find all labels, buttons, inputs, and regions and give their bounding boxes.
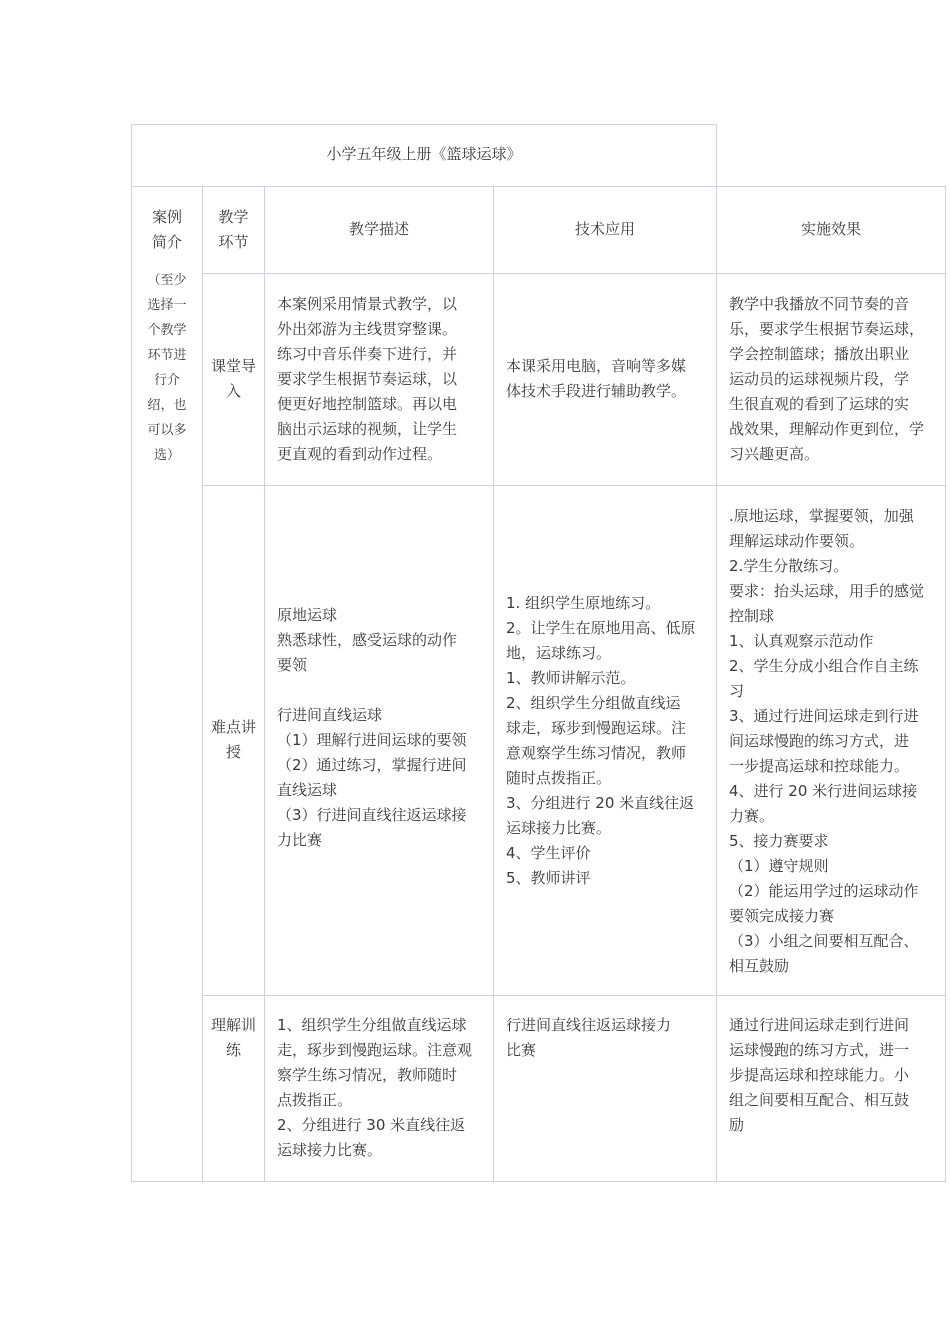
table-border-header-bottom [202, 273, 946, 274]
row-1-effect: 教学中我播放不同节奏的音 乐，要求学生根据节奏运球， 学会控制篮球；播放出职业 运动员的运球视频片段，学 生很直观的看到了运球的实 战效果，理解动作更到位，学 习兴趣更高。 [729, 295, 925, 463]
row-3-effect: 通过行进间运球走到行进间 运球慢跑的练习方式，进一 步提高运球和控球能力。小 组之间要相互配合、相互鼓 励 [729, 1016, 910, 1134]
table-border-title-bottom [131, 186, 946, 187]
header-description: 教学描述 [348, 220, 409, 238]
header-stage: 教学 环节 [218, 208, 249, 251]
row-2-description: 原地运球 熟悉球性，感受运球的动作 要领 行进间直线运球 （1）理解行进间运球的要领 （2）通过练习，掌握行进间 直线运球 （3）行进间直线往返运球接 力比赛 [277, 606, 467, 849]
row-3-stage: 理解训 练 [210, 1016, 256, 1059]
row-2-stage: 难点讲 授 [210, 718, 256, 761]
table-border-top [131, 124, 717, 125]
row-3-technology: 行进间直线往返运球接力 比赛 [506, 1016, 672, 1059]
table-border-row1-bottom [202, 485, 946, 486]
row-1-stage: 课堂导 入 [210, 357, 256, 400]
row-1-description: 本案例采用情景式教学，以 外出郊游为主线贯穿整课。 练习中音乐伴奏下进行，并 要求学生根据节奏运球，以 便更好地控制篮球。再以电 脑出示运球的视频，让学生 更直观的看到动作过程。 [277, 295, 458, 463]
table-title [131, 142, 717, 167]
table-border-col3 [493, 186, 494, 1182]
intro-note: （至少 选择一 个教学 环节进 行介 绍，也 可以多 选） [147, 273, 187, 463]
table-title-text: 小学五年级上册《篮球运球》 [326, 145, 522, 163]
table-border-col4 [716, 124, 717, 1182]
intro-label: 案例 简介 [151, 208, 182, 251]
header-technology: 技术应用 [574, 220, 635, 238]
table-border-row2-bottom [202, 995, 946, 996]
table-border-right [945, 186, 946, 1182]
header-effect: 实施效果 [800, 220, 861, 238]
row-2-effect: .原地运球，掌握要领，加强 理解运球动作要领。 2.学生分散练习。 要求：抬头运球，用手的感觉 控制球 1、认真观察示范动作 2、学生分成小组合作自主练 习 3、通过行进间运球走到行进 间运球慢跑的练习方式，进 一步提高运球和控球能力。 4、进行 20 米行进间运球接 力赛。 5、接力赛要求 （1）遵守规则 （2）能运用学过的运球动作 要领完成接力赛 （3）小组之间要相互配合、 相互鼓励 [729, 507, 925, 975]
row-2-technology: 1. 组织学生原地练习。 2。让学生在原地用高、低原 地，运球练习。 1、教师讲解示范。 2、组织学生分组做直线运 球走，琢步到慢跑运球。注 意观察学生练习情况，教师 随时点拨指正。 3、分组进行 20 米直线往返 运球接力比赛。 4、学生评价 5、教师讲评 [506, 594, 696, 887]
row-1-technology: 本课采用电脑，音响等多媒 体技术手段进行辅助教学。 [506, 357, 687, 400]
row-3-description: 1、组织学生分组做直线运球 走，琢步到慢跑运球。注意观 察学生练习情况，教师随时 点拨指正。 2、分组进行 30 米直线往返 运球接力比赛。 [277, 1016, 473, 1159]
table-border-bottom [131, 1181, 946, 1182]
